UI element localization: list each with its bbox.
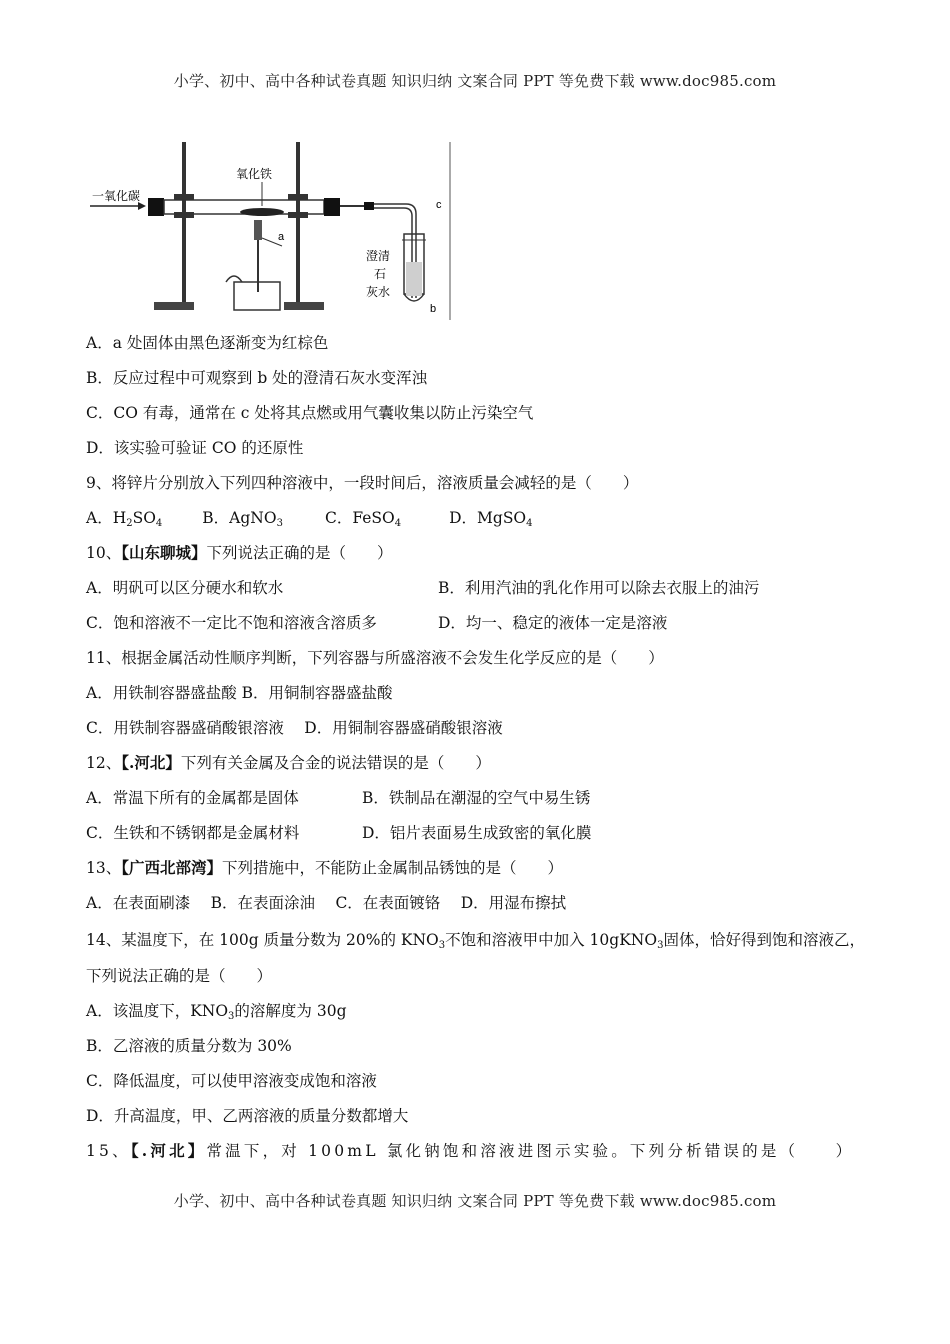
q9-options xyxy=(86,508,533,528)
q13-options: A．在表面刷漆 B．在表面涂油 C．在表面镀铬 D．用湿布擦拭 xyxy=(86,894,567,912)
label-limewater-2: 石 xyxy=(374,267,387,281)
label-c: c xyxy=(436,199,442,211)
q15-stem: 15、【.河北】常温下，对 100mL 氯化钠饱和溶液进图示实验。下列分析错误的是（ ） xyxy=(86,1141,855,1160)
q9-option-a: A．$H_2SO_4$ xyxy=(86,509,163,529)
q8-option-c: C．CO 有毒，通常在 c 处将其点燃或用气囊收集以防止污染空气 xyxy=(86,404,534,422)
q10-option-b: B．利用汽油的乳化作用可以除去衣服上的油污 xyxy=(438,579,760,597)
q10-stem: 10、【山东聊城】下列说法正确的是（ ） xyxy=(86,543,393,562)
q9-option-d: D．MgSO$_4$ xyxy=(449,509,533,529)
co-reduction-apparatus-figure xyxy=(86,142,452,320)
label-a: a xyxy=(278,231,285,243)
page-header: 小学、初中、高中各种试卷真题 知识归纳 文案合同 PPT 等免费下载 www.doc985.com xyxy=(173,72,777,90)
q15-source-tag: 【.河北】 xyxy=(130,1141,207,1160)
q9-option-c: C．FeSO$_4$ xyxy=(324,509,402,529)
q9-option-b: B．AgNO$_3$ xyxy=(202,509,283,529)
q12-option-b: B．铁制品在潮湿的空气中易生锈 xyxy=(362,789,591,807)
q14-stem-line1: 14、某温度下，在 100g 质量分数为 20%的 $KNO_3$不饱和溶液甲中加入 10gKNO$_3$固体，恰好得到饱和溶液乙， xyxy=(86,931,865,951)
q12-source-tag: 【.河北】 xyxy=(121,753,181,772)
q10-option-c: C．饱和溶液不一定比不饱和溶液含溶质多 xyxy=(86,614,377,632)
q14-option-a: A．该温度下，$KNO_3$的溶解度为 30g xyxy=(86,1002,347,1022)
label-limewater-3: 灰水 xyxy=(366,285,391,299)
q11-stem: 11、根据金属活动性顺序判断，下列容器与所盛溶液不会发生化学反应的是（ ） xyxy=(86,649,664,667)
q13-stem: 13、【广西北部湾】下列措施中，不能防止金属制品锈蚀的是（ ） xyxy=(86,858,564,877)
q14-stem-line2: 下列说法正确的是（ ） xyxy=(86,967,273,985)
q8-option-d: D．该实验可验证 CO 的还原性 xyxy=(86,439,304,457)
label-iron-oxide: 氧化铁 xyxy=(236,167,273,181)
q13-source-tag: 【广西北部湾】 xyxy=(121,858,222,877)
q12-option-d: D．铝片表面易生成致密的氧化膜 xyxy=(362,824,592,842)
label-b: b xyxy=(430,303,437,315)
q10-option-a: A．明矾可以区分硬水和软水 xyxy=(86,579,284,597)
q14-option-b: B．乙溶液的质量分数为 30% xyxy=(86,1037,292,1055)
q8-option-a: A．a 处固体由黑色逐渐变为红棕色 xyxy=(86,334,329,352)
q12-option-a: A．常温下所有的金属都是固体 xyxy=(86,789,299,807)
q14-option-c: C．降低温度，可以使甲溶液变成饱和溶液 xyxy=(86,1072,377,1090)
q11-options-ab: A．用铁制容器盛盐酸 B．用铜制容器盛盐酸 xyxy=(86,684,393,702)
q8-option-b: B．反应过程中可观察到 b 处的澄清石灰水变浑浊 xyxy=(86,369,428,387)
q10-source-tag: 【山东聊城】 xyxy=(121,543,207,562)
q12-option-c: C．生铁和不锈钢都是金属材料 xyxy=(86,824,300,842)
label-limewater-1: 澄清 xyxy=(366,249,391,263)
q14-option-d: D．升高温度，甲、乙两溶液的质量分数都增大 xyxy=(86,1107,409,1125)
label-co: 一氧化碳 xyxy=(92,189,141,203)
q9-stem: 9、将锌片分别放入下列四种溶液中，一段时间后，溶液质量会减轻的是（ ） xyxy=(86,474,639,492)
q12-stem: 12、【.河北】下列有关金属及合金的说法错误的是（ ） xyxy=(86,753,491,772)
q11-options-cd: C．用铁制容器盛硝酸银溶液 D．用铜制容器盛硝酸银溶液 xyxy=(86,719,503,737)
page-footer: 小学、初中、高中各种试卷真题 知识归纳 文案合同 PPT 等免费下载 www.doc985.com xyxy=(173,1192,777,1210)
q10-option-d: D．均一、稳定的液体一定是溶液 xyxy=(438,614,668,632)
